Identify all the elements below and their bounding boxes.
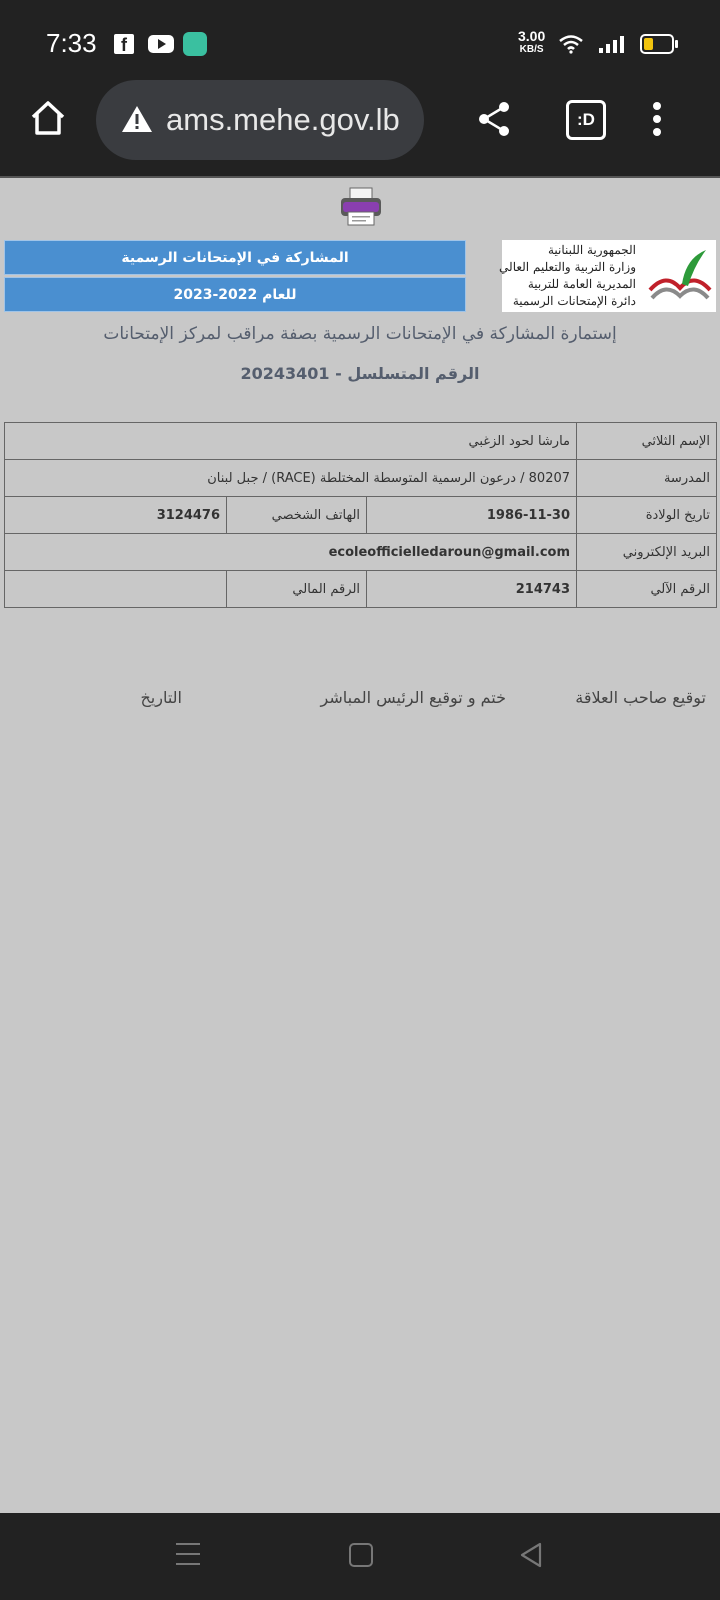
signature-line (0, 688, 720, 718)
url-text[interactable]: ams.mehe.gov.lb (166, 102, 400, 137)
clock: 7:33 (46, 28, 97, 58)
ministry-name (499, 242, 636, 310)
back-icon[interactable] (518, 1541, 544, 1569)
network-speed-value: 3.00 (518, 28, 546, 44)
banner-year: للعام 2022-2023 (4, 277, 466, 312)
phone-value: 3124476 (5, 497, 227, 534)
warning-icon[interactable] (120, 104, 154, 134)
supervisor-signature-label: ختم و توقيع الرئيس المباشر (320, 688, 506, 707)
network-speed-unit: KB/S (519, 44, 544, 55)
wifi-icon (558, 34, 584, 54)
auto-number-value: 214743 (367, 571, 577, 608)
logo-line-4: دائرة الإمتحانات الرسمية (512, 294, 636, 308)
banner-title: المشاركة في الإمتحانات الرسمية (4, 240, 466, 275)
ministry-logo-block (499, 240, 716, 312)
home-icon[interactable] (28, 98, 68, 138)
serial-number: الرقم المتسلسل - 20243401 (240, 364, 480, 383)
birth-date-label: تاريخ الولادة (577, 497, 717, 534)
full-name-value: مارشا لحود الزغبي (5, 423, 577, 460)
share-icon[interactable] (476, 100, 512, 138)
youtube-icon (148, 35, 174, 53)
status-bar (0, 0, 720, 80)
form-title: إستمارة المشاركة في الإمتحانات الرسمية بصفة مراقب لمركز الإمتحانات (103, 324, 617, 344)
logo-line-2: وزارة التربية والتعليم العالي (499, 260, 636, 274)
address-bar[interactable] (96, 80, 424, 160)
email-label: البريد الإلكتروني (577, 534, 717, 571)
logo-line-3: المديرية العامة للتربية (527, 277, 636, 291)
ministry-emblem-icon (642, 244, 716, 308)
table-row (5, 534, 717, 571)
web-page (0, 178, 720, 1513)
finance-number-label: الرقم المالي (227, 571, 367, 608)
applicant-signature-label: توقيع صاحب العلاقة (575, 688, 706, 707)
school-label: المدرسة (577, 460, 717, 497)
tab-switcher-icon[interactable]: :D (566, 100, 606, 140)
school-value: 80207 / درعون الرسمية المتوسطة المختلطة (RACE) / جبل لبنان (5, 460, 577, 497)
more-menu-icon[interactable] (652, 102, 662, 138)
navigation-bar (0, 1513, 720, 1600)
table-row (5, 423, 717, 460)
facebook-icon: f (114, 34, 134, 54)
phone-label: الهاتف الشخصي (227, 497, 367, 534)
header-banner (4, 240, 466, 312)
auto-number-label: الرقم الآلي (577, 571, 717, 608)
logo-line-1: الجمهورية اللبنانية (547, 243, 636, 257)
browser-toolbar (0, 80, 720, 178)
table-row (5, 460, 717, 497)
info-table (4, 422, 717, 608)
home-button-icon[interactable] (349, 1543, 373, 1567)
full-name-label: الإسم الثلاثي (577, 423, 717, 460)
network-speed (518, 30, 545, 56)
recent-apps-icon[interactable] (176, 1543, 200, 1573)
table-row (5, 571, 717, 608)
signal-icon (598, 34, 624, 54)
email-value: ecoleofficielledaroun@gmail.com (5, 534, 577, 571)
birth-date-value: 1986-11-30 (367, 497, 577, 534)
table-row (5, 497, 717, 534)
app-icon (183, 32, 207, 56)
printer-icon[interactable] (338, 186, 384, 228)
date-label: التاريخ (140, 688, 182, 707)
battery-icon (640, 34, 674, 54)
finance-number-value (5, 571, 227, 608)
